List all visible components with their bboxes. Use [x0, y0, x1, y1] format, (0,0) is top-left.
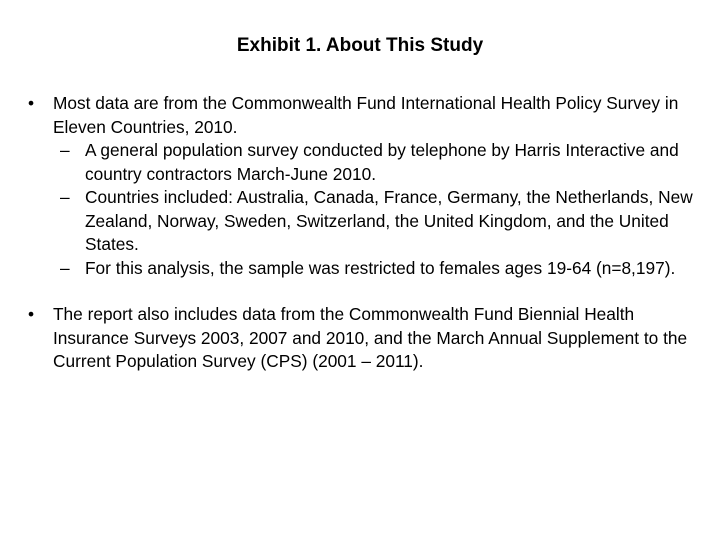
bullet-text: The report also includes data from the Commonwealth Fund Biennial Health Insurance Surveys 2003, 2007 and 2010, and the March Annual Supplement to the Current Population Survey (CPS) (2001 – 2011). [53, 304, 688, 371]
bullet-item-additional-data [28, 303, 698, 374]
sub-bullet-text: Countries included: Australia, Canada, France, Germany, the Netherlands, New Zealand, Norway, Sweden, Switzerland, the United Kingdom, and the United States. [85, 187, 693, 254]
bullet-list [28, 92, 698, 374]
bullet-icon: • [28, 93, 35, 113]
dash-icon: – [60, 187, 70, 207]
bullet-item-data-sources [28, 92, 698, 280]
sub-bullet-item-sample [53, 257, 698, 281]
slide-title: Exhibit 1. About This Study [236, 35, 484, 56]
sub-bullet-list [53, 139, 698, 280]
bullet-text: Most data are from the Commonwealth Fund International Health Policy Survey in Eleven Countries, 2010. [53, 93, 679, 137]
sub-bullet-text: For this analysis, the sample was restricted to females ages 19-64 (n=8,197). [85, 257, 676, 278]
bullet-icon: • [28, 304, 35, 324]
sub-bullet-item-survey-method [53, 139, 698, 186]
dash-icon: – [60, 140, 70, 160]
sub-bullet-text: A general population survey conducted by telephone by Harris Interactive and country contractors March-June 2010. [85, 140, 679, 184]
sub-bullet-item-countries [53, 186, 698, 257]
dash-icon: – [60, 257, 70, 278]
